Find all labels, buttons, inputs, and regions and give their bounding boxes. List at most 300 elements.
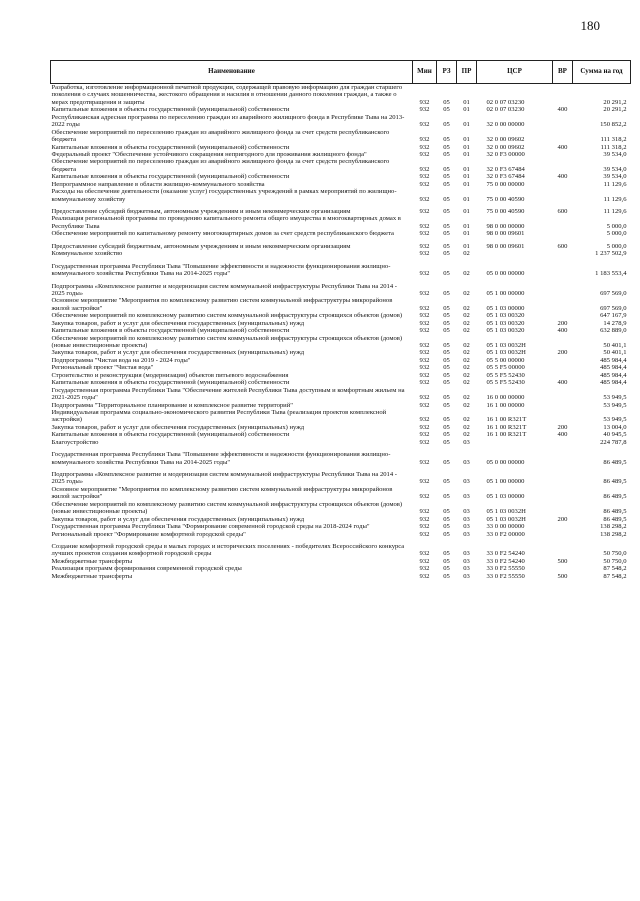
- cell-csr: 32 0 F3 67484: [486, 165, 525, 173]
- cell-sum: 11 129,6: [603, 195, 627, 203]
- cell-name: Непрограммное направление в области жилищно-коммунального хозяйства: [51, 180, 265, 188]
- table-row: [51, 349, 631, 356]
- cell-vr: [553, 372, 573, 379]
- cell-min: 932: [419, 523, 430, 531]
- cell-pr: 02: [463, 289, 470, 297]
- cell-min: 932: [419, 349, 430, 357]
- cell-sum: 86 489,5: [603, 458, 627, 466]
- cell-vr: 400: [557, 431, 568, 439]
- cell-name: Региональный проект "Формирование комфортной городской среды": [51, 530, 246, 538]
- cell-min: 932: [419, 515, 430, 523]
- cell-vr: 500: [557, 557, 568, 565]
- cell-pr: 02: [463, 270, 470, 278]
- cell-sum: 647 167,9: [600, 312, 627, 320]
- table-row: [51, 203, 631, 215]
- cell-sum: 86 489,5: [603, 515, 627, 523]
- cell-rz: 05: [443, 431, 450, 439]
- table-row: [51, 297, 631, 312]
- cell-vr: [553, 565, 573, 572]
- cell-vr: [553, 188, 573, 203]
- cell-csr: 05 1 00 00000: [486, 478, 525, 486]
- cell-sum: 5 000,0: [606, 222, 627, 230]
- cell-name: Капитальные вложения в объекты государственной (муниципальной) собственности: [51, 327, 290, 335]
- cell-vr: [553, 114, 573, 129]
- cell-pr: 01: [463, 121, 470, 129]
- cell-sum: 111 318,2: [600, 143, 627, 151]
- cell-pr: 02: [463, 379, 470, 387]
- cell-csr: 16 1 00 R321T: [486, 423, 527, 431]
- cell-csr: [477, 439, 553, 446]
- cell-vr: [553, 312, 573, 319]
- table-row: [51, 320, 631, 327]
- col-header-min: Мин: [413, 61, 437, 84]
- cell-min: 932: [419, 136, 430, 144]
- cell-sum: 14 278,9: [603, 319, 627, 327]
- cell-pr: 03: [463, 438, 470, 446]
- cell-min: 932: [419, 508, 430, 516]
- cell-sum: 39 534,0: [603, 173, 627, 181]
- cell-min: 932: [419, 165, 430, 173]
- cell-rz: 05: [443, 312, 450, 320]
- cell-vr: [553, 486, 573, 501]
- cell-rz: 05: [443, 106, 450, 114]
- cell-csr: 05 5 F5 52430: [486, 371, 525, 379]
- cell-csr: 05 0 00 00000: [486, 270, 525, 278]
- cell-rz: 05: [443, 289, 450, 297]
- cell-vr: [553, 297, 573, 312]
- cell-vr: 200: [557, 423, 568, 431]
- cell-csr: 05 5 F5 00000: [486, 364, 525, 372]
- cell-pr: 02: [463, 401, 470, 409]
- cell-name: Создание комфортной городской среды в малых городах и исторических поселениях - победителях Всероссийского конкурса лучших проектов создания комфортной городской среды: [51, 542, 405, 558]
- cell-pr: 01: [463, 150, 470, 158]
- cell-sum: 1 237 502,9: [595, 250, 627, 258]
- cell-min: 932: [419, 195, 430, 203]
- cell-rz: 05: [443, 121, 450, 129]
- table-row: [51, 144, 631, 151]
- cell-name: Государственная программа Республики Тыва "Повышение эффективности и надежности функционирования жилищно-коммунального хозяйства Республики Тыва на 2014-2025 годы": [51, 451, 391, 466]
- cell-vr: 400: [557, 173, 568, 181]
- cell-vr: [553, 181, 573, 188]
- cell-csr: 16 1 00 00000: [486, 401, 525, 409]
- cell-rz: 05: [443, 327, 450, 335]
- cell-min: 932: [419, 364, 430, 372]
- cell-pr: 02: [463, 304, 470, 312]
- cell-min: 932: [419, 493, 430, 501]
- table-row: [51, 424, 631, 431]
- table-row: [51, 250, 631, 257]
- cell-rz: 05: [443, 143, 450, 151]
- cell-csr: 05 1 03 0032Н: [486, 342, 526, 349]
- cell-vr: [553, 230, 573, 237]
- cell-sum: 20 291,2: [603, 106, 627, 114]
- cell-pr: 01: [463, 222, 470, 230]
- cell-sum: 53 949,5: [603, 416, 627, 424]
- cell-pr: 02: [463, 312, 470, 320]
- cell-csr: 16 1 00 R321T: [486, 416, 527, 424]
- cell-csr: 05 1 03 00320: [486, 319, 525, 327]
- cell-rz: 05: [443, 173, 450, 181]
- budget-table: [50, 60, 631, 580]
- cell-sum: 5 000,0: [606, 242, 627, 250]
- cell-name: Капитальные вложения в объекты государственной (муниципальной) собственности: [51, 143, 290, 151]
- table-row: [51, 335, 631, 350]
- cell-vr: [553, 335, 573, 350]
- cell-vr: [553, 84, 573, 107]
- cell-rz: 05: [443, 557, 450, 565]
- cell-pr: 02: [463, 394, 470, 402]
- cell-name: Расходы на обеспечение деятельности (оказание услуг) государственных учреждений в рамках мероприятий по жилищно-коммунальному хозяйству: [51, 188, 397, 203]
- cell-vr: [553, 129, 573, 144]
- cell-rz: 05: [443, 349, 450, 357]
- col-header-name: Наименование: [51, 61, 413, 84]
- cell-vr: [553, 501, 573, 516]
- cell-name: Обеспечение мероприятий по комплексному развитию систем коммунальной инфраструктуры строящихся объектов (домов) (новые инвестиционные проекты): [51, 500, 403, 516]
- cell-csr: 05 1 03 0032Н: [486, 515, 526, 523]
- col-header-sum: Сумма на год: [573, 61, 631, 84]
- cell-vr: [553, 357, 573, 364]
- cell-sum: 87 548,2: [603, 572, 627, 580]
- cell-min: 932: [419, 150, 430, 158]
- cell-vr: [553, 151, 573, 158]
- table-row: [51, 278, 631, 298]
- cell-min: 932: [419, 173, 430, 181]
- cell-name: Закупка товаров, работ и услуг для обеспечения государственных (муниципальных) нужд: [51, 349, 305, 357]
- cell-rz: 05: [443, 416, 450, 424]
- cell-vr: 600: [557, 208, 568, 215]
- table-row: [51, 84, 631, 107]
- cell-csr: 05 1 03 00000: [486, 493, 525, 501]
- cell-name: Основное мероприятие "Мероприятия по комплексному развитию систем коммунальной инфраструктуры микрорайонов жилой застройки": [51, 297, 393, 312]
- cell-sum: 86 489,5: [603, 478, 627, 486]
- cell-pr: 01: [463, 242, 470, 250]
- cell-csr: 16 0 00 00000: [486, 394, 525, 402]
- table-row: [51, 357, 631, 364]
- cell-name: Межбюджетные трансферты: [51, 557, 133, 565]
- cell-rz: 05: [443, 438, 450, 446]
- cell-min: 932: [419, 458, 430, 466]
- cell-pr: 01: [463, 208, 470, 215]
- cell-rz: 05: [443, 195, 450, 203]
- cell-vr: [553, 278, 573, 298]
- cell-pr: 02: [463, 349, 470, 357]
- cell-pr: 03: [463, 572, 470, 580]
- cell-min: 932: [419, 394, 430, 402]
- cell-name: Подпрограмма "Территориальное планирование и комплексное развитие территорий": [51, 401, 293, 409]
- col-header-csr: ЦСР: [477, 61, 553, 84]
- cell-sum: 11 129,6: [603, 180, 627, 188]
- cell-pr: 03: [463, 478, 470, 486]
- cell-min: 932: [419, 342, 430, 349]
- cell-sum: 11 129,6: [603, 208, 627, 215]
- cell-name: Региональный проект "Чистая вода": [51, 364, 154, 372]
- cell-min: 932: [419, 572, 430, 580]
- cell-csr: 98 0 00 00000: [486, 222, 525, 230]
- cell-min: 932: [419, 401, 430, 409]
- cell-name: Реализация программ формирования современной городской среды: [51, 565, 242, 573]
- cell-sum: 39 534,0: [603, 150, 627, 158]
- cell-csr: 75 0 00 00000: [486, 180, 525, 188]
- cell-min: 932: [419, 478, 430, 486]
- cell-csr: 05 1 03 00000: [486, 304, 525, 312]
- cell-vr: [553, 538, 573, 558]
- cell-pr: 02: [463, 250, 470, 258]
- cell-rz: 05: [443, 270, 450, 278]
- cell-vr: [553, 402, 573, 409]
- cell-min: 932: [419, 557, 430, 565]
- table-row: [51, 409, 631, 424]
- table-row: [51, 531, 631, 538]
- cell-csr: 16 1 00 R321T: [486, 431, 527, 439]
- cell-sum: 50 401,1: [603, 349, 627, 357]
- cell-csr: 05 1 03 00320: [486, 312, 525, 320]
- cell-sum: 485 984,4: [600, 371, 627, 379]
- cell-vr: [553, 531, 573, 538]
- table-row: [51, 379, 631, 386]
- cell-csr: 05 1 03 00320: [486, 327, 525, 335]
- table-row: [51, 181, 631, 188]
- cell-csr: 33 0 F2 00000: [486, 530, 525, 538]
- cell-sum: 111 318,2: [600, 136, 627, 144]
- cell-min: 932: [419, 327, 430, 335]
- cell-pr: 03: [463, 530, 470, 538]
- cell-csr: 02 0 07 03230: [486, 98, 525, 106]
- cell-name: Подпрограмма «Комплексное развитие и модернизация систем коммунальной инфраструктуры Республики Тыва на 2014 - 2025 годы»: [51, 282, 398, 297]
- cell-min: 932: [419, 319, 430, 327]
- cell-min: 932: [419, 371, 430, 379]
- cell-sum: 224 787,8: [600, 438, 627, 446]
- cell-vr: 400: [557, 327, 568, 335]
- cell-csr: 75 0 00 40590: [486, 195, 525, 203]
- table-row: [51, 151, 631, 158]
- cell-rz: 05: [443, 136, 450, 144]
- cell-pr: 01: [463, 173, 470, 181]
- cell-rz: 05: [443, 319, 450, 327]
- cell-sum: 53 949,5: [603, 394, 627, 402]
- cell-sum: 632 889,0: [600, 327, 627, 335]
- table-row: [51, 565, 631, 572]
- cell-vr: [553, 523, 573, 530]
- cell-pr: 02: [463, 319, 470, 327]
- cell-pr: 01: [463, 98, 470, 106]
- cell-sum: 86 489,5: [603, 493, 627, 501]
- cell-rz: 05: [443, 423, 450, 431]
- cell-vr: 200: [557, 349, 568, 357]
- cell-sum: 485 984,4: [600, 356, 627, 364]
- table-row: [51, 558, 631, 565]
- cell-min: 932: [419, 242, 430, 250]
- cell-sum: 1 183 553,4: [595, 270, 627, 278]
- table-row: [51, 402, 631, 409]
- cell-csr: 98 0 00 09601: [486, 242, 525, 250]
- cell-name: Федеральный проект "Обеспечение устойчивого сокращения непригодного для проживания жилищного фонда": [51, 150, 367, 158]
- cell-vr: [553, 466, 573, 486]
- cell-pr: 03: [463, 458, 470, 466]
- cell-rz: 05: [443, 379, 450, 387]
- col-header-vr: ВР: [553, 61, 573, 84]
- cell-vr: 500: [557, 572, 568, 580]
- cell-name: Основное мероприятие "Мероприятия по комплексному развитию систем коммунальной инфраструктуры микрорайонов жилой застройки": [51, 485, 393, 501]
- cell-name: Подпрограмма "Чистая вода на 2019 - 2024 годы": [51, 356, 191, 364]
- cell-name: Закупка товаров, работ и услуг для обеспечения государственных (муниципальных) нужд: [51, 319, 305, 327]
- cell-min: 932: [419, 143, 430, 151]
- cell-min: 932: [419, 416, 430, 424]
- cell-rz: 05: [443, 250, 450, 258]
- table-row: [51, 516, 631, 523]
- cell-pr: 01: [463, 106, 470, 114]
- cell-name: Закупка товаров, работ и услуг для обеспечения государственных (муниципальных) нужд: [51, 515, 305, 523]
- cell-name: Строительство и реконструкция (модернизация) объектов питьевого водоснабжения: [51, 371, 289, 379]
- cell-name: Обеспечение мероприятий по комплексному развитию систем коммунальной инфраструктуры строящихся объектов (домов): [51, 312, 403, 320]
- table-row: [51, 215, 631, 230]
- cell-vr: [553, 439, 573, 446]
- cell-min: 932: [419, 270, 430, 278]
- cell-min: 932: [419, 180, 430, 188]
- cell-csr: 32 0 00 09602: [486, 143, 525, 151]
- cell-rz: 05: [443, 478, 450, 486]
- cell-sum: 697 569,0: [600, 304, 627, 312]
- cell-pr: 02: [463, 423, 470, 431]
- cell-min: 932: [419, 304, 430, 312]
- cell-pr: 01: [463, 165, 470, 173]
- cell-min: 932: [419, 230, 430, 238]
- cell-sum: 50 750,0: [603, 550, 627, 558]
- cell-csr: 33 0 F2 54240: [486, 550, 525, 558]
- cell-pr: 01: [463, 136, 470, 144]
- cell-rz: 05: [443, 165, 450, 173]
- cell-pr: 03: [463, 565, 470, 573]
- cell-csr: 02 0 07 03230: [486, 106, 525, 114]
- cell-vr: [553, 446, 573, 466]
- cell-name: Государственная программа Республики Тыва "Обеспечение жителей Республики Тыва доступным и комфортным жильем на 2021-2025 годы": [51, 386, 405, 402]
- cell-csr: 32 0 00 00000: [486, 121, 525, 129]
- cell-sum: 87 548,2: [603, 565, 627, 573]
- cell-rz: 05: [443, 401, 450, 409]
- cell-pr: 01: [463, 230, 470, 238]
- table-row: [51, 446, 631, 466]
- cell-vr: [553, 387, 573, 402]
- cell-rz: 05: [443, 180, 450, 188]
- cell-pr: 01: [463, 143, 470, 151]
- cell-min: 932: [419, 312, 430, 320]
- col-header-pr: ПР: [457, 61, 477, 84]
- cell-csr: 75 0 00 40590: [486, 208, 525, 215]
- cell-min: 932: [419, 431, 430, 439]
- cell-sum: 13 004,0: [603, 423, 627, 431]
- cell-vr: [553, 409, 573, 424]
- cell-name: Благоустройство: [51, 438, 99, 446]
- cell-name: Коммунальное хозяйство: [51, 250, 123, 258]
- table-row: [51, 387, 631, 402]
- cell-vr: 400: [557, 379, 568, 387]
- cell-pr: 02: [463, 416, 470, 424]
- cell-pr: 02: [463, 356, 470, 364]
- table-row: [51, 523, 631, 530]
- table-row: [51, 439, 631, 446]
- cell-rz: 05: [443, 342, 450, 349]
- cell-pr: 03: [463, 550, 470, 558]
- cell-sum: 138 298,2: [600, 523, 627, 531]
- cell-name: Капитальные вложения в объекты государственной (муниципальной) собственности: [51, 431, 290, 439]
- cell-csr: 05 1 03 0032Н: [486, 508, 526, 516]
- cell-sum: 150 852,2: [600, 121, 627, 129]
- table-row: [51, 106, 631, 113]
- cell-rz: 05: [443, 523, 450, 531]
- cell-pr: 01: [463, 195, 470, 203]
- cell-name: Капитальные вложения в объекты государственной (муниципальной) собственности: [51, 379, 290, 387]
- cell-rz: 05: [443, 356, 450, 364]
- cell-min: 932: [419, 98, 430, 106]
- table-row: [51, 327, 631, 334]
- cell-vr: [553, 250, 573, 257]
- cell-vr: [553, 215, 573, 230]
- cell-name: Предоставление субсидий бюджетным, автономным учреждениям и иным некоммерческим организациям: [51, 242, 351, 250]
- cell-min: 932: [419, 222, 430, 230]
- cell-sum: 50 750,0: [603, 557, 627, 565]
- cell-pr: 02: [463, 342, 470, 349]
- table-row: [51, 158, 631, 173]
- cell-csr: 05 0 00 00000: [486, 458, 525, 466]
- cell-rz: 05: [443, 458, 450, 466]
- cell-vr: 600: [557, 242, 568, 250]
- cell-pr: 02: [463, 327, 470, 335]
- table-row: [51, 538, 631, 558]
- table-row: [51, 173, 631, 180]
- cell-name: Капитальные вложения в объекты государственной (муниципальной) собственности: [51, 106, 290, 114]
- cell-min: 932: [419, 250, 430, 258]
- cell-csr: 32 0 F3 67484: [486, 173, 525, 181]
- cell-vr: 400: [557, 143, 568, 151]
- cell-sum: 53 949,5: [603, 401, 627, 409]
- table-row: [51, 258, 631, 278]
- cell-rz: 05: [443, 222, 450, 230]
- cell-csr: 33 0 F2 54240: [486, 557, 525, 565]
- cell-rz: 05: [443, 394, 450, 402]
- cell-rz: 05: [443, 304, 450, 312]
- cell-vr: [553, 158, 573, 173]
- cell-name: Обеспечение мероприятий по переселению граждан из аварийного жилищного фонда за счет средств республиканского бюджета: [51, 128, 390, 144]
- cell-csr: 05 5 F5 52430: [486, 379, 525, 387]
- cell-rz: 05: [443, 508, 450, 516]
- cell-name: Обеспечение мероприятий по переселению граждан из аварийного жилищного фонда за счет средств республиканского бюджета: [51, 158, 390, 173]
- cell-csr: 33 0 F2 55550: [486, 565, 525, 573]
- table-row: [51, 486, 631, 501]
- table-row: [51, 238, 631, 250]
- cell-csr: 05 1 03 0032Н: [486, 349, 526, 357]
- table-row: [51, 364, 631, 371]
- table-row: [51, 129, 631, 144]
- cell-name: Индивидуальная программа социально-экономического развития Республики Тыва (реализация проектов комплексной застройки): [51, 408, 387, 424]
- cell-pr: 02: [463, 364, 470, 372]
- cell-min: 932: [419, 379, 430, 387]
- cell-sum: 50 401,1: [603, 342, 627, 349]
- cell-sum: 40 945,5: [603, 431, 627, 439]
- cell-sum: 697 569,0: [600, 289, 627, 297]
- col-header-rz: РЗ: [437, 61, 457, 84]
- cell-min: 932: [419, 121, 430, 129]
- cell-name: Обеспечение мероприятий по комплексному развитию систем коммунальной инфраструктуры строящихся объектов (домов) (новые инвестиционные проекты): [51, 334, 403, 349]
- cell-csr: 33 0 F2 55550: [486, 572, 525, 580]
- cell-csr: 32 0 00 09602: [486, 136, 525, 144]
- cell-name: Межбюджетные трансферты: [51, 572, 133, 580]
- table-row: [51, 114, 631, 129]
- cell-min: 932: [419, 106, 430, 114]
- cell-vr: [553, 364, 573, 371]
- cell-rz: 05: [443, 515, 450, 523]
- cell-rz: 05: [443, 242, 450, 250]
- cell-vr: 200: [557, 319, 568, 327]
- table-row: [51, 501, 631, 516]
